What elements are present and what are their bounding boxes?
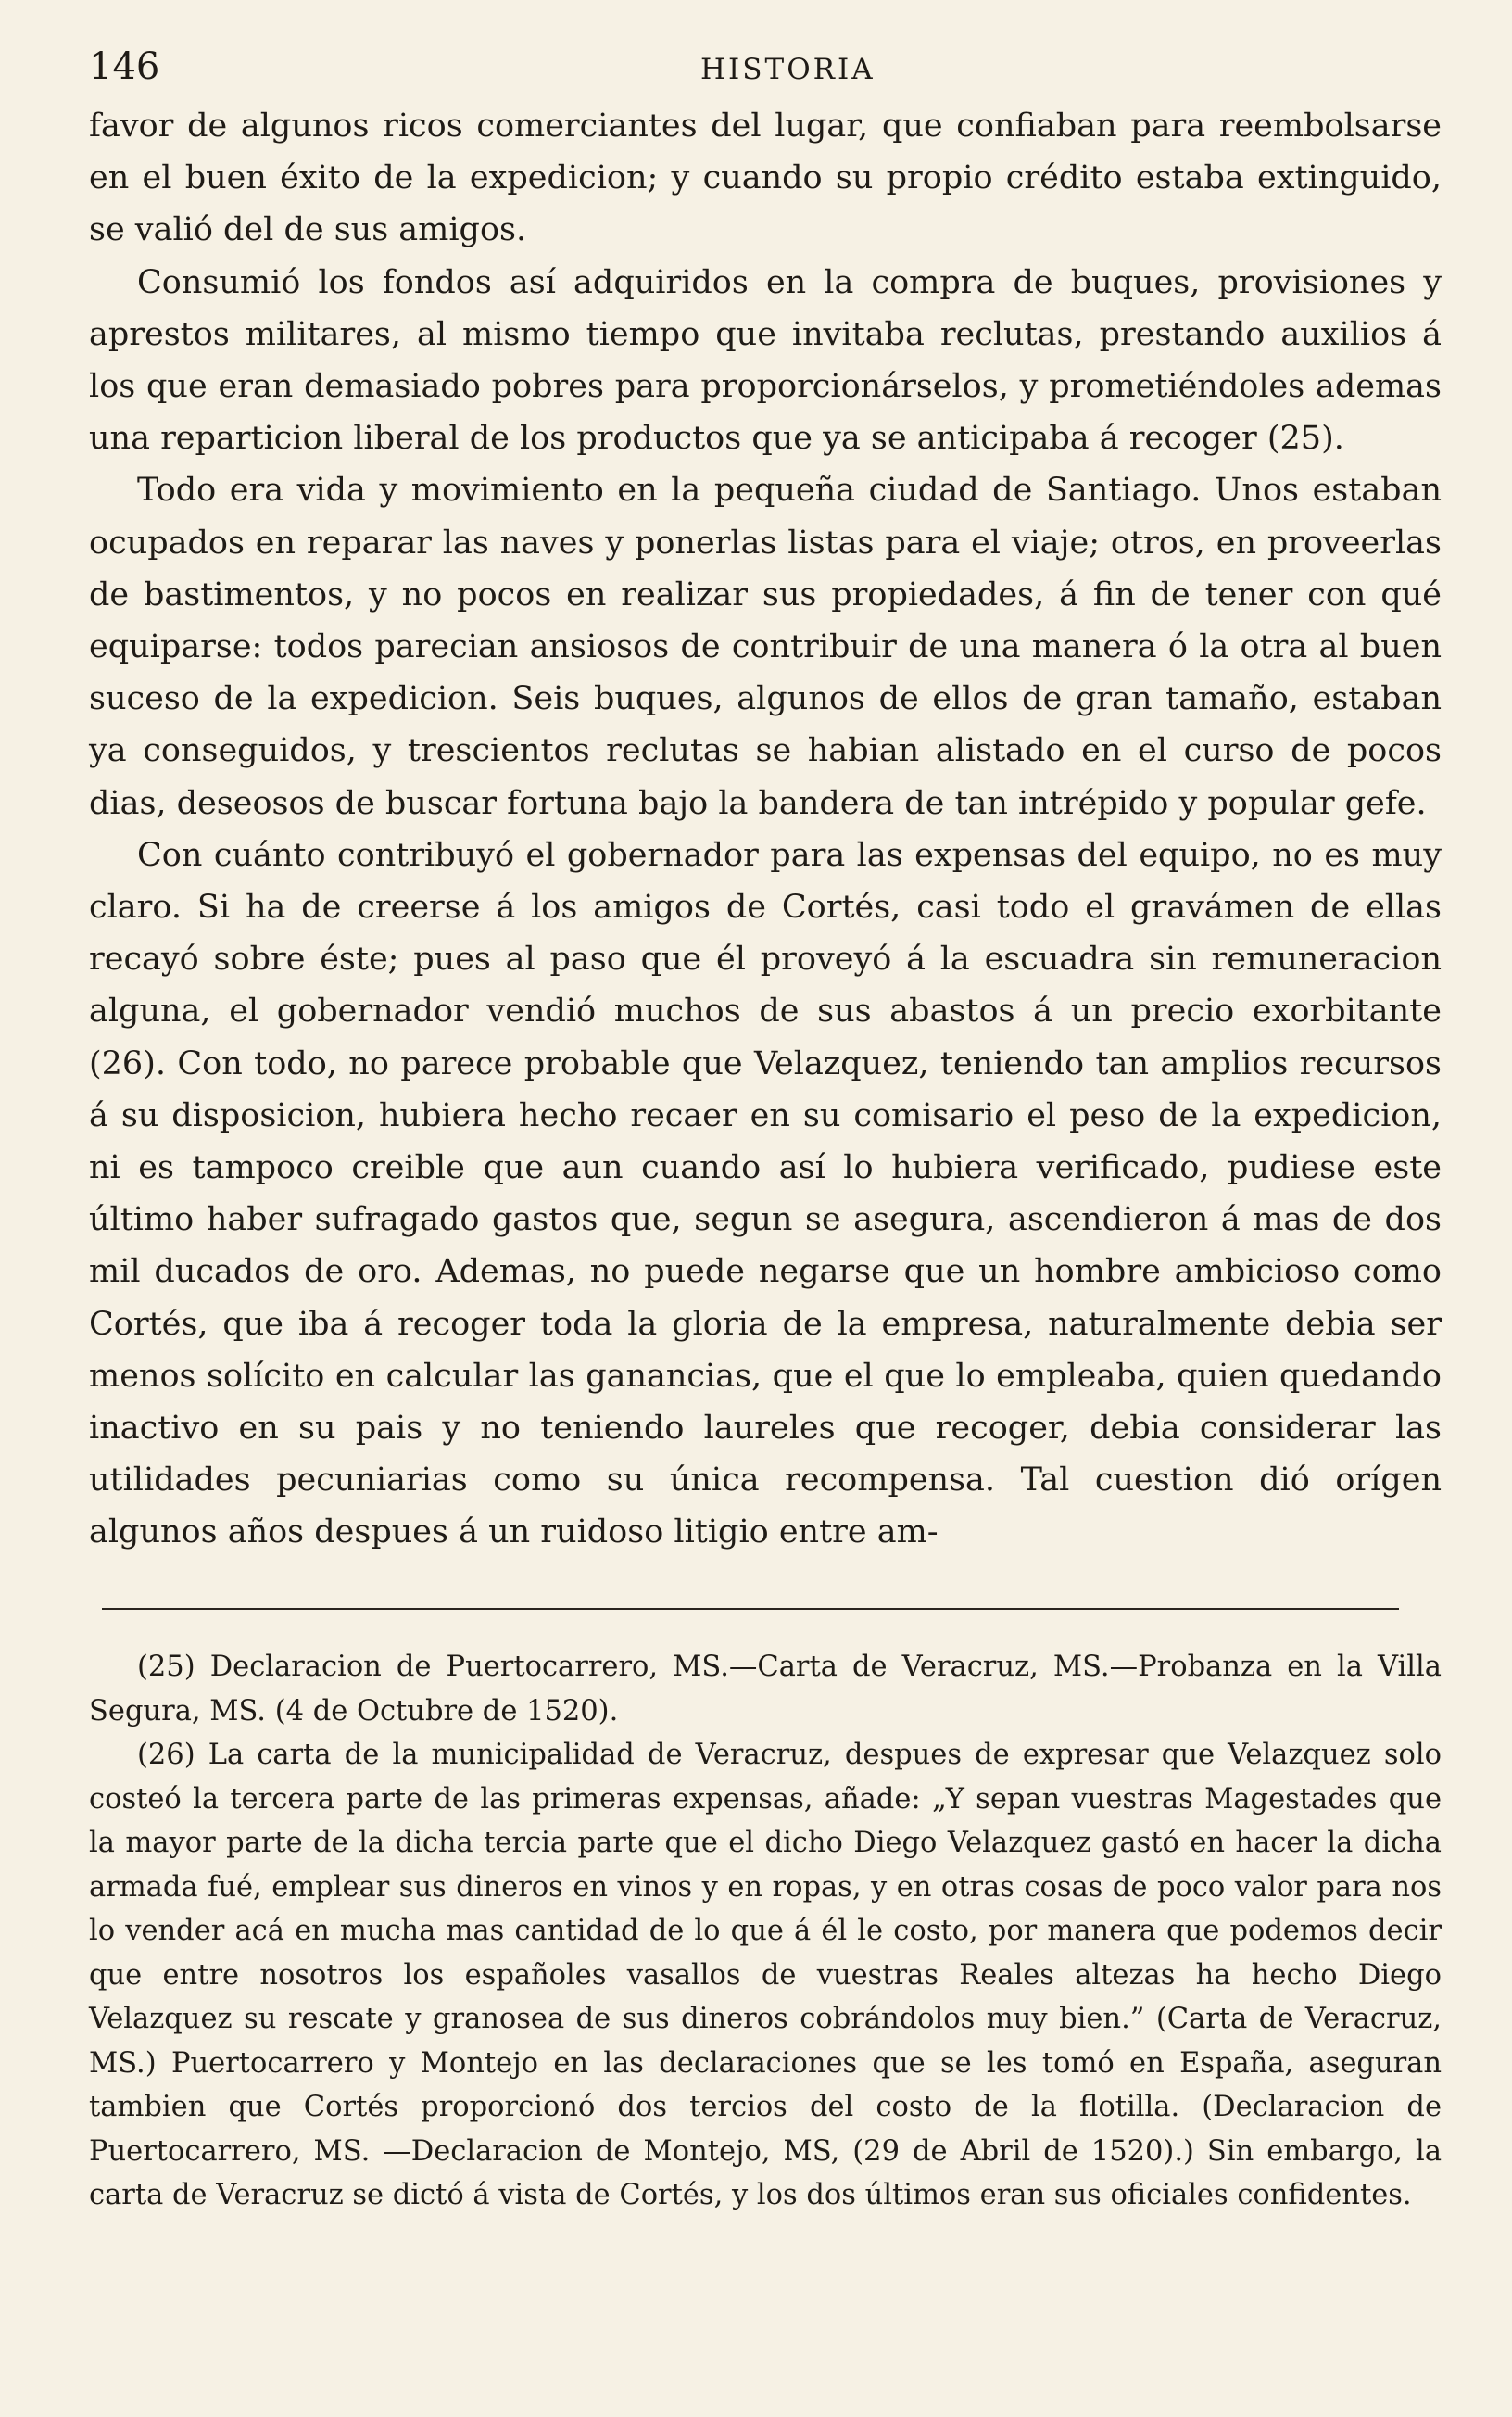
footnote-25: (25) Declaracion de Puertocarrero, MS.—Carta de Veracruz, MS.—Probanza en la Villa Segura, MS. (4 de Octubre de 1520).	[89, 1651, 1442, 1727]
paragraph-continued: favor de algunos ricos comerciantes del lugar, que confiaban para reembolsarse en el buen éxito de la expedicion; y cuando su propio crédito estaba extinguido, se valió del de sus amigos.	[89, 108, 1442, 249]
paragraph: Consumió los fondos así adquiridos en la compra de buques, provisiones y aprestos militares, al mismo tiempo que invitaba reclutas, prestando auxilios á los que eran demasiado pobres para proporcionárselos, y prometiéndoles ademas una reparticion liberal de los productos que ya se anticipaba á recoger (25).	[89, 263, 1442, 458]
footnote-26: (26) La carta de la municipalidad de Veracruz, despues de expresar que Velazquez solo costeó la tercera parte de las primeras expensas, añade: „Y sepan vuestras Magestades que la mayor parte de la dicha tercia parte que el dicho Diego Velazquez gastó en hacer la dicha armada fué, emplear sus dineros en vinos y en ropas, y en otras cosas de poco valor para nos lo vender acá en mucha mas cantidad de lo que á él le costo, por manera que podemos decir que entre nosotros los españoles vasallos de vuestras Reales altezas ha hecho Diego Velazquez su rescate y granosea de sus dineros cobrándolos muy bien.” (Carta de Veracruz, MS.) Puertocarrero y Montejo en las declaraciones que se les tomó en España, aseguran tambien que Cortés proporcionó dos tercios del costo de la flotilla. (Declaracion de Puertocarrero, MS. —Declaracion de Montejo, MS, (29 de Abril de 1520).) Sin embargo, la carta de Veracruz se dictó á vista de Cortés, y los dos últimos eran sus oficiales confidentes.	[89, 1739, 1442, 2211]
running-head: HISTORIA	[700, 53, 876, 86]
page-number: 146	[89, 45, 160, 88]
main-text	[89, 100, 1442, 1559]
page-header	[89, 45, 1443, 100]
paragraph: Con cuánto contribuyó el gobernador para las expensas del equipo, no es muy claro. Si ha de creerse á los amigos de Cortés, casi todo el gravámen de ellas recayó sobre éste; pues al paso que él proveyó á la escuadra sin remuneracion alguna, el gobernador vendió muchos de sus abastos á un precio exorbitante (26). Con todo, no parece probable que Velazquez, teniendo tan amplios recursos á su disposicion, hubiera hecho recaer en su comisario el peso de la expedicion, ni es tampoco creible que aun cuando así lo hubiera verificado, pudiese este último haber sufragado gastos que, segun se asegura, ascendieron á mas de dos mil ducados de oro. Ademas, no puede negarse que un hombre ambicioso como Cortés, que iba á recoger toda la gloria de la empresa, naturalmente debia ser menos solícito en calcular las ganancias, que el que lo empleaba, quien quedando inactivo en su pais y no teniendo laureles que recoger, debia considerar las utilidades pecuniarias como su única recompensa. Tal cuestion dió orígen algunos años despues á un ruidoso litigio entre am-	[89, 836, 1442, 1551]
footnotes	[89, 1645, 1442, 2218]
footnote-divider	[102, 1608, 1399, 1610]
paragraph: Todo era vida y movimiento en la pequeña ciudad de Santiago. Unos estaban ocupados en reparar las naves y ponerlas listas para el viaje; otros, en proveerlas de bastimentos, y no pocos en realizar sus propiedades, á fin de tener con qué equiparse: todos parecian ansiosos de contribuir de una manera ó la otra al buen suceso de la expedicion. Seis buques, algunos de ellos de gran tamaño, estaban ya conseguidos, y trescientos reclutas se habian alistado en el curso de pocos dias, deseosos de buscar fortuna bajo la bandera de tan intrépido y popular gefe.	[89, 472, 1442, 822]
